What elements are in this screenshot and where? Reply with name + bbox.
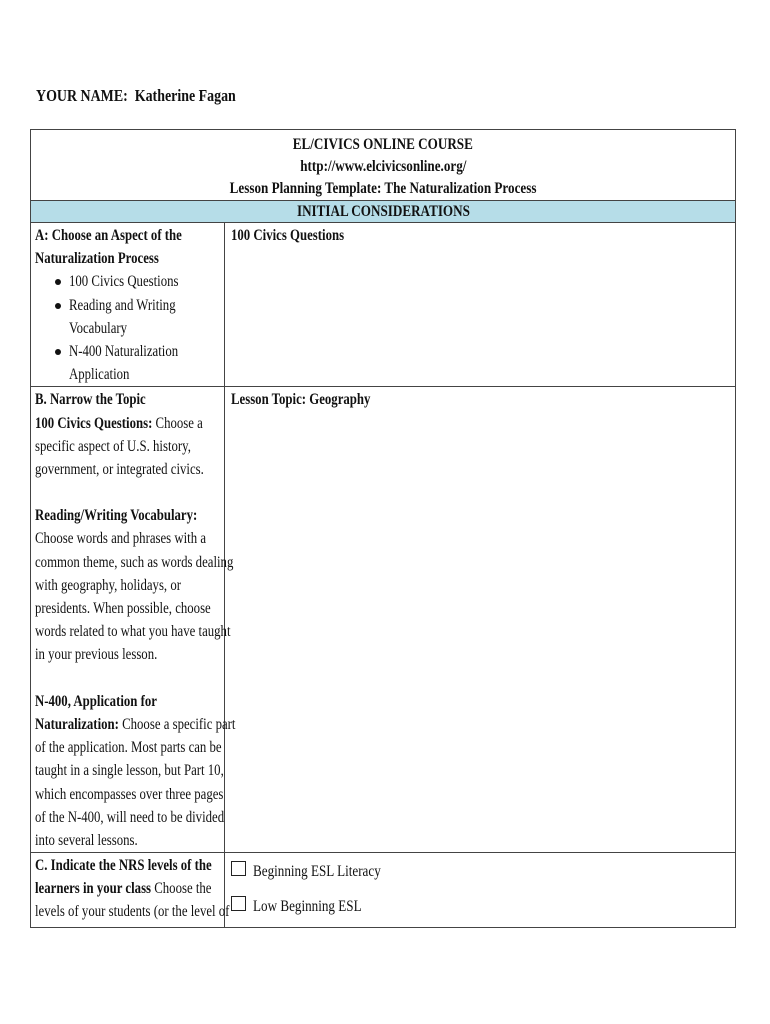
your-name-label: YOUR NAME: — [36, 86, 128, 105]
civics-text: specific aspect of U.S. history, — [35, 437, 191, 455]
option-label: Reading and Writing — [69, 296, 176, 314]
nrs-level-option[interactable] — [231, 892, 735, 927]
row-b-heading: B. Narrow the Topic — [35, 391, 146, 409]
list-item — [35, 270, 224, 293]
option-label: Application — [69, 366, 130, 384]
row-a-heading-2: Naturalization Process — [35, 250, 159, 268]
row-a-instructions — [31, 223, 225, 387]
list-item — [35, 294, 224, 317]
n400-text: taught in a single lesson, but Part 10, — [35, 762, 224, 780]
vocab-text: in your previous lesson. — [35, 646, 158, 664]
list-item-continued — [35, 363, 224, 386]
list-item-continued — [35, 317, 224, 340]
n400-label: Naturalization: — [35, 715, 119, 733]
nrs-levels-cell — [225, 853, 736, 928]
row-c-text: Choose the — [154, 880, 212, 898]
row-c-instructions — [31, 853, 230, 928]
checkbox-icon[interactable] — [231, 896, 246, 911]
your-name-line — [36, 86, 280, 106]
n400-text: of the N-400, will need to be divided — [35, 808, 225, 826]
list-item — [35, 340, 224, 363]
bullet-icon — [55, 349, 61, 355]
option-label: 100 Civics Questions — [69, 273, 179, 291]
checkbox-icon[interactable] — [231, 861, 246, 876]
civics-text: Choose a — [155, 414, 203, 432]
vocab-text: common theme, such as words dealing — [35, 553, 234, 571]
option-label: Vocabulary — [69, 319, 128, 337]
vocab-label: Reading/Writing Vocabulary: — [35, 507, 198, 525]
n400-text: of the application. Most parts can be — [35, 739, 222, 757]
section-title: INITIAL CONSIDERATIONS — [296, 203, 470, 220]
row-b-answer-cell[interactable] — [225, 387, 736, 853]
row-c-heading-2: learners in your class — [35, 880, 152, 898]
section-initial-considerations — [31, 201, 736, 223]
row-c-heading-1: C. Indicate the NRS levels of the — [35, 857, 212, 875]
civics-label: 100 Civics Questions: — [35, 414, 153, 432]
course-url[interactable]: http://www.elcivicsonline.org/ — [299, 158, 467, 175]
row-a-answer[interactable]: 100 Civics Questions — [231, 227, 345, 244]
n400-text: into several lessons. — [35, 831, 138, 849]
your-name-value[interactable]: Katherine Fagan — [134, 86, 236, 105]
template-title: Lesson Planning Template: The Naturalization Process — [229, 180, 537, 197]
row-b-answer[interactable]: Lesson Topic: Geography — [231, 391, 371, 409]
row-b-instructions — [31, 387, 236, 853]
bullet-icon — [55, 279, 61, 285]
course-title: EL/CIVICS ONLINE COURSE — [292, 136, 474, 153]
nrs-level-option[interactable] — [231, 857, 735, 892]
nrs-level-label: Beginning ESL Literacy — [253, 863, 381, 881]
civics-text: government, or integrated civics. — [35, 460, 204, 478]
n400-label: N-400, Application for — [35, 692, 157, 710]
bullet-icon — [55, 303, 61, 309]
row-a-answer-cell[interactable] — [225, 223, 736, 387]
vocab-text: presidents. When possible, choose — [35, 600, 211, 617]
course-header — [31, 130, 736, 201]
vocab-text: Choose words and phrases with a — [35, 530, 206, 548]
row-c-text: levels of your students (or the level of — [35, 903, 230, 921]
row-a-heading-1: A: Choose an Aspect of the — [35, 227, 182, 244]
n400-text: which encompasses over three pages — [35, 785, 224, 803]
vocab-text: words related to what you have taught — [35, 623, 231, 641]
vocab-text: with geography, holidays, or — [35, 576, 181, 594]
lesson-planning-form — [30, 129, 736, 928]
option-label: N-400 Naturalization — [69, 342, 179, 360]
n400-text: Choose a specific part — [122, 715, 236, 733]
nrs-level-label: Low Beginning ESL — [253, 898, 362, 916]
